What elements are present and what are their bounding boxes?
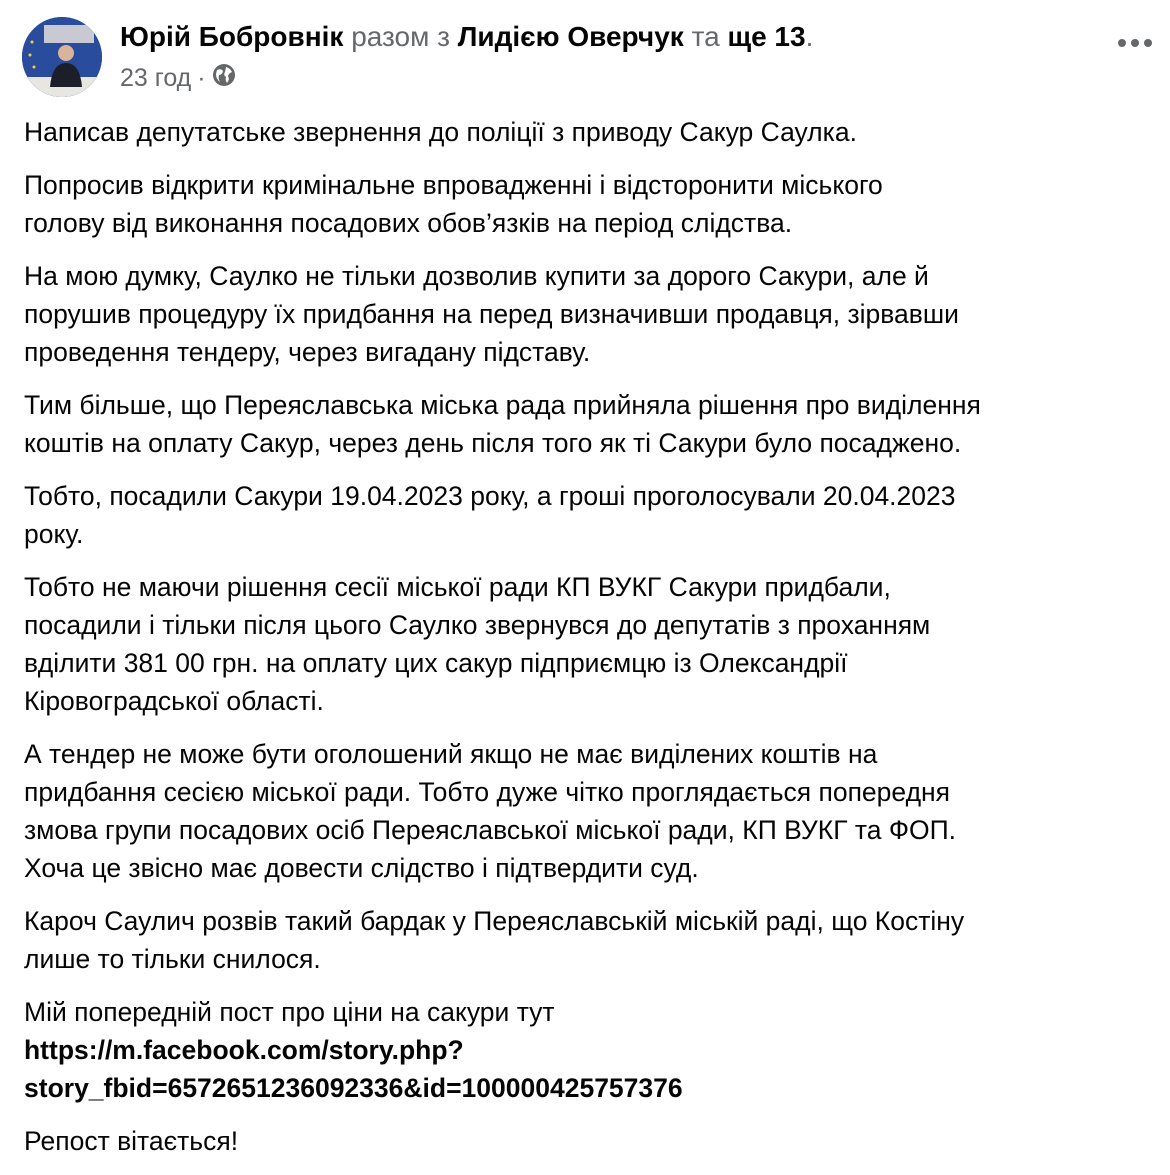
post-paragraph [24, 902, 1164, 978]
post-paragraph [24, 166, 1164, 242]
text-line: Тобто не маючи рішення сесії міської ради КП ВУКГ Сакури придбали, [24, 572, 891, 602]
text-line: А тендер не може бути оголошений якщо не має виділених коштів на [24, 739, 878, 769]
text-line: голову від виконання посадових обов’язків на період слідства. [24, 208, 793, 238]
post-time-link[interactable]: 23 год [120, 64, 192, 92]
more-options-icon[interactable] [1118, 39, 1152, 47]
text-line: На мою думку, Саулко не тільки дозволив купити за дорого Сакури, але й [24, 261, 929, 291]
text-line: змова групи посадових осіб Переяславської міської ради, КП ВУКГ та ФОП. [24, 815, 957, 845]
text-line: Тобто, посадили Сакури 19.04.2023 року, а гроші проголосували 20.04.2023 [24, 481, 956, 511]
post-paragraph [24, 1122, 1164, 1160]
text-line: Хоча це звісно має довести слідство і підтвердити суд. [24, 853, 699, 883]
post-meta [120, 63, 236, 94]
text-line: посадили і тільки після цього Саулко звернувся до депутатів з проханням [24, 610, 931, 640]
text-line: лише то тільки снилося. [24, 944, 321, 974]
author-name-link[interactable]: Юрій Бобровнік [120, 21, 344, 52]
period: . [805, 21, 814, 52]
separator: · [197, 64, 206, 92]
text-line: Кіровоградської області. [24, 686, 324, 716]
text-line: Репост вітається! [24, 1126, 239, 1156]
with-text: разом з [351, 21, 450, 52]
text-line: Написав депутатське звернення до поліції з приводу Сакур Саулка. [24, 117, 857, 147]
text-line: порушив процедуру їх придбання на перед визначивши продавця, зірвавши [24, 299, 959, 329]
and-text: та [691, 21, 720, 52]
post-paragraph [24, 735, 1164, 887]
post-paragraph [24, 568, 1164, 720]
post-paragraph [24, 477, 1164, 553]
text-line: Тим більше, що Переяславська міська рада прийняла рішення про виділення [24, 390, 981, 420]
text-line: Попросив відкрити кримінальне впровадженні і відсторонити міського [24, 170, 883, 200]
story-link[interactable]: https://m.facebook.com/story.php? [24, 1035, 464, 1065]
post-paragraph [24, 257, 1164, 371]
post-header [22, 17, 1152, 97]
text-line: придбання сесією міської ради. Тобто дуже чітко проглядається попередня [24, 777, 951, 807]
post-paragraph [24, 386, 1164, 462]
story-link[interactable]: story_fbid=6572651236092336&id=100000425757376 [24, 1073, 683, 1103]
link-paragraph [24, 993, 1164, 1107]
text-line: проведення тендеру, через вигадану підставу. [24, 337, 591, 367]
globe-icon[interactable] [212, 63, 236, 94]
post-paragraph [24, 113, 1164, 151]
text-line: Кароч Саулич розвів такий бардак у Переяславській міській раді, що Костіну [24, 906, 965, 936]
text-line: року. [24, 519, 84, 549]
author-avatar[interactable] [22, 17, 102, 97]
text-line: вділити 381 00 грн. на оплату цих сакур підприємцю із Олександрії [24, 648, 848, 678]
tagged-others-link[interactable]: ще 13 [727, 21, 806, 52]
text-line: Мій попередній пост про ціни на сакури тут [24, 997, 555, 1027]
post-author-line [120, 21, 813, 53]
tagged-user-link[interactable]: Лидією Оверчук [457, 21, 684, 52]
text-line: коштів на оплату Сакур, через день після того як ті Сакури було посаджено. [24, 428, 962, 458]
post-body [24, 113, 1164, 1175]
